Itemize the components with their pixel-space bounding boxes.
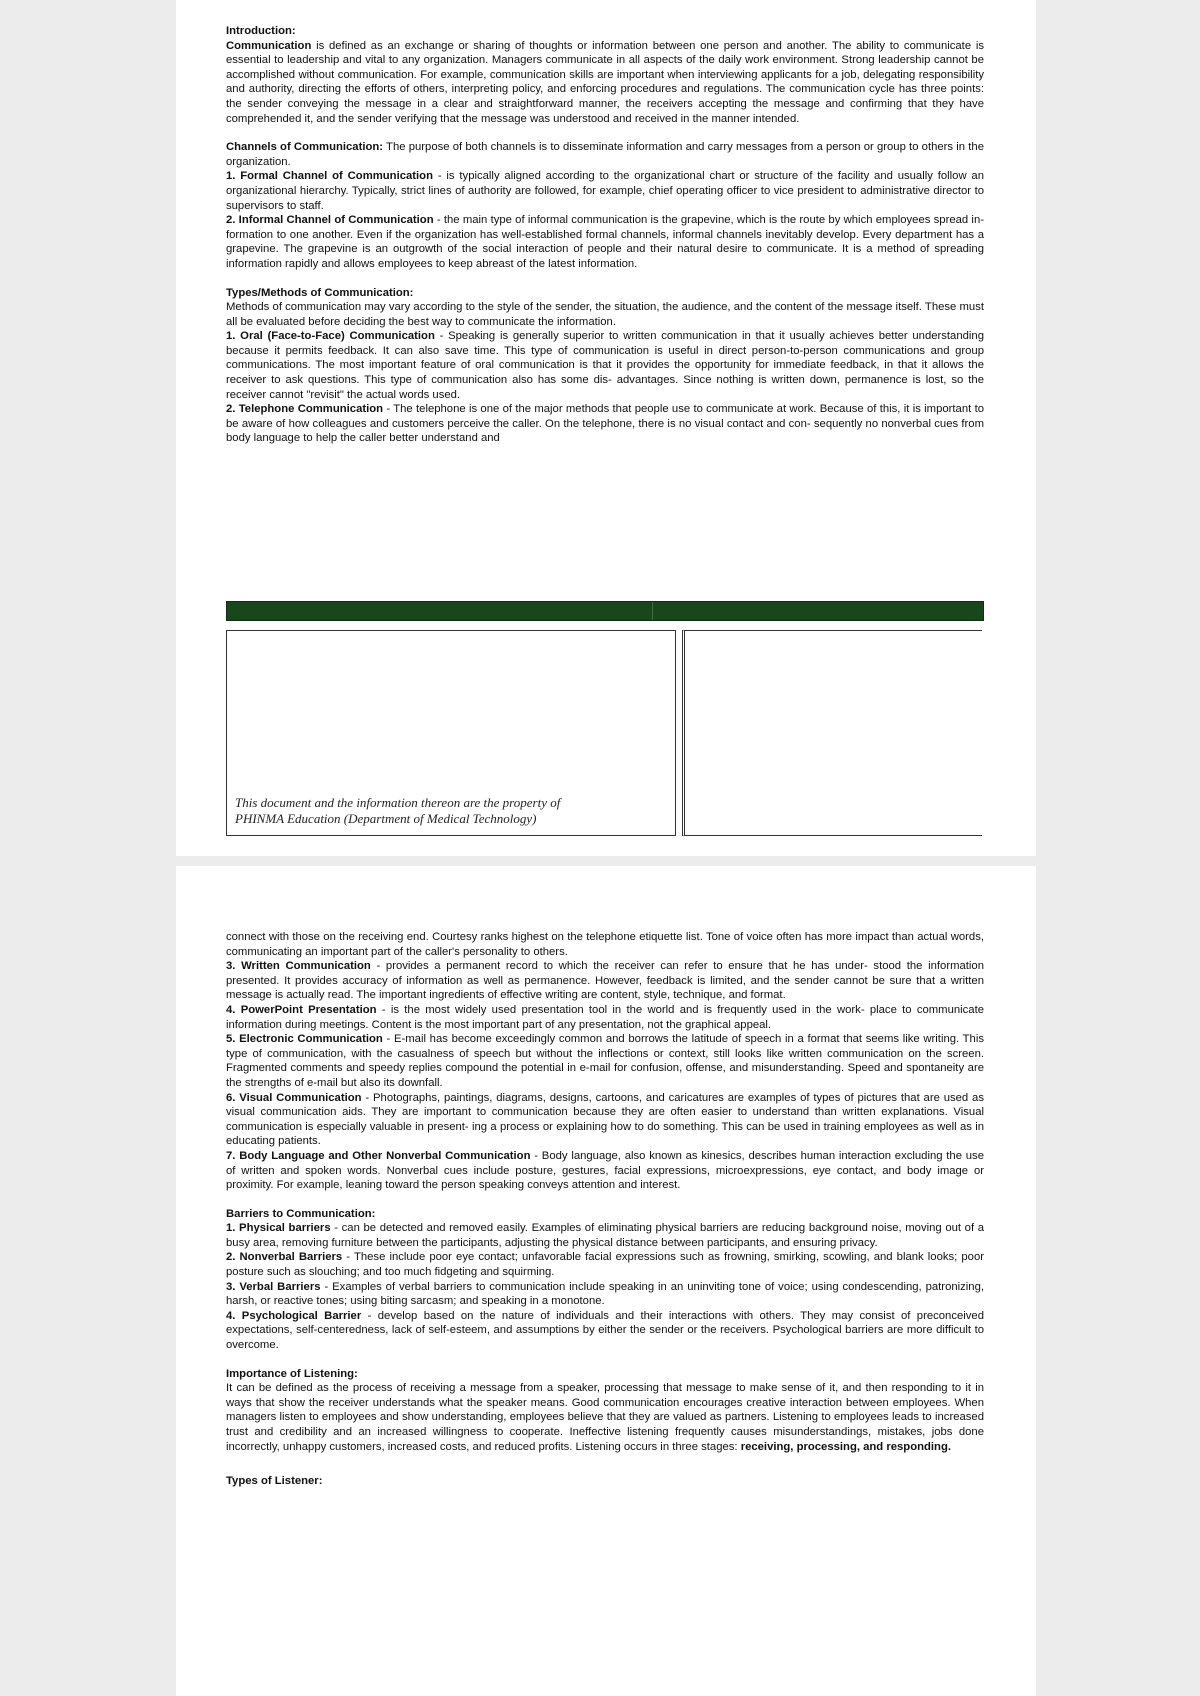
section-heading-introduction: Introduction:	[226, 25, 296, 37]
list-item-psychological: 4. Psychological Barrier - develop based on the nature of individuals and their interactions with others. They may consist of preconceived expectations, self-centeredness, lack of self-esteem, and assumptions by either the sender or the receivers. Psychological barriers are more difficult to overcome.	[226, 1309, 984, 1352]
term-communication: Communication	[226, 39, 312, 52]
list-item-written: 3. Written Communication - provides a permanent record to which the receiver can refer to ensure that he has under- stood the information presented. It provides accuracy of information as well as permanence. However, feedback is limited, and the sender cannot be sure that a written message is actually read. The important ingredients of effective writing are content, style, technique, and format.	[226, 960, 984, 1002]
footer-green-bar	[226, 601, 984, 621]
list-item-physical: 1. Physical barriers - can be detected and removed easily. Examples of eliminating physical barriers are reducing background noise, moving out of a busy area, removing furniture between the participants, adjusting the physical distance between participants, and ensuring privacy.	[226, 1222, 985, 1249]
listening-paragraph: It can be defined as the process of receiving a message from a speaker, processing that message to make sense of it, and then responding to it in ways that show the receiver understands what the speaker means. Good communication encourages creative interaction between employees. When managers listen to employees and show understanding, employees believe that they are valued as partners. Listening to employees leads to increased trust and credibility and an increased willingness to cooperate. Ineffective listening frequently causes misunderstandings, mistakes, jobs done incorrectly, unhappy customers, increased costs, and reduced profits. Listening occurs in three stages: receiving, processing, and responding.	[226, 1382, 984, 1453]
types-paragraph: Methods of communication may vary according to the style of the sender, the situation, the audience, and the content of the message itself. These must all be evaluated before deciding the best way to communicate the information.	[226, 301, 984, 328]
channels-paragraph: Channels of Communication: The purpose of both channels is to disseminate information and carry messages from a person or group to others in the organization.	[226, 141, 984, 168]
list-item-visual: 6. Visual Communication - Photographs, paintings, diagrams, designs, cartoons, and caricatures are examples of types of pictures that are used as visual communication aids. They are important to communication because they are often easier to understand than written explanations. Visual communication is especially valuable in present- ing a process or explaining how to do something. This can be used in training employees as well as in educating patients.	[226, 1091, 984, 1148]
section-heading-barriers: Barriers to Communication:	[226, 1207, 376, 1220]
list-item-electronic: 5. Electronic Communication - E-mail has become exceedingly common and borrows the latitude of speech in a format that seems like writing. This type of communication, with the casualness of speech but without the inflections or context, still looks like written communication on the screen. Fragmented comments and speedy replies compound the potential in e-mail for confusion, offense, and misunderstanding. Speed and spontaneity are the strengths of e-mail but also its downfall.	[226, 1033, 984, 1089]
page-2-content	[226, 866, 984, 1489]
list-item-verbal: 3. Verbal Barriers - Examples of verbal barriers to communication include speaking in an uninviting tone of voice; using condescending, patronizing, harsh, or reactive tones; using biting sarcasm; and speaking in a monotone.	[226, 1280, 985, 1308]
list-item-oral: 1. Oral (Face-to-Face) Communication - Speaking is generally superior to written communication in that it usually achieves better understanding because it permits feedback. It can also save time. This type of communication is useful in direct person-to-person communications and group communications. The most important feature of oral communication is that it provides the opportunity for immediate feedback, in that it allows the receiver to ask questions. This type of communication also has some dis- advantages. Since nothing is written down, permanence is lost, so the receiver cannot "revisit" the actual words used.	[226, 330, 984, 401]
footer-property-notice: This document and the information thereon are the property of PHINMA Education (Department of Medical Technology)	[235, 795, 561, 826]
document-page-2	[176, 866, 1036, 1696]
intro-paragraph: Communication is defined as an exchange or sharing of thoughts or information between one person and another. The ability to communicate is essential to leadership and vital to any organization. Managers communicate in all aspects of the daily work environment. Strong leadership cannot be accomplished without communication. For example, communication skills are important when interviewing applicants for a job, delegating responsibility and authority, directing the efforts of others, interpreting policy, and enforcing procedures and regulations. The communication cycle has three points: the sender conveying the message in a clear and straightforward manner, the receivers accepting the message and confirming that they have comprehended it, and the sender verifying that the message was understood and received in the manner intended.	[226, 39, 984, 125]
list-item-nonverbal: 2. Nonverbal Barriers - These include poor eye contact; unfavorable facial expressions such as frowning, smirking, scowling, and blank looks; poor posture such as slouching; and too much fidgeting and squirming.	[226, 1251, 985, 1279]
list-item-powerpoint: 4. PowerPoint Presentation - is the most widely used presentation tool in the world and is frequently used in the work- place to communicate information during meetings. Content is the most important part of any presentation, not the graphical appeal.	[226, 1003, 985, 1031]
footer-right-box	[682, 630, 982, 836]
section-heading-listening: Importance of Listening:	[226, 1367, 358, 1380]
section-heading-listener-types: Types of Listener:	[226, 1475, 323, 1488]
section-heading-types: Types/Methods of Communication:	[226, 286, 414, 299]
telephone-continued: connect with those on the receiving end. Courtesy ranks highest on the telephone etiquette list. Tone of voice often has more impact than actual words, communicating an important part of the caller's personality to others.	[226, 931, 984, 958]
section-heading-channels: Channels of Communication:	[226, 141, 384, 154]
document-page-1	[176, 0, 1036, 856]
list-item-informal-channel: 2. Informal Channel of Communication - the main type of informal communication is the grapevine, which is the route by which employees spread in- formation to one another. Even if the organization has well-established formal channels, informal channels inevitably develop. Every department has a grapevine. The grapevine is an outgrowth of the social interaction of people and their natural desire to communicate. It is a method of spreading information rapidly and allows employees to keep abreast of the latest information.	[226, 214, 984, 270]
footer-left-box	[226, 630, 676, 836]
list-item-telephone: 2. Telephone Communication - The telephone is one of the major methods that people use to communicate at work. Because of this, it is important to be aware of how colleagues and customers perceive the caller. On the telephone, there is no visual contact and con- sequently no nonverbal cues from body language to help the caller better understand and	[226, 403, 984, 445]
list-item-body-language: 7. Body Language and Other Nonverbal Communication - Body language, also known as kinesics, describes human interaction excluding the use of written and spoken words. Nonverbal cues include posture, gestures, facial expressions, microexpressions, eye contact, and body image or proximity. For example, leaning toward the person speaking conveys attention and interest.	[226, 1149, 984, 1192]
footer-bar-divider	[652, 602, 653, 620]
listening-stages: receiving, processing, and responding.	[740, 1440, 951, 1453]
page-1-content	[226, 24, 984, 446]
list-item-formal-channel: 1. Formal Channel of Communication - is typically aligned according to the organizational chart or structure of the facility and usually follow an organizational hierarchy. Typically, strict lines of authority are followed, for example, chief operating officer to vice president to administrative director to supervisors to staff.	[226, 170, 984, 212]
